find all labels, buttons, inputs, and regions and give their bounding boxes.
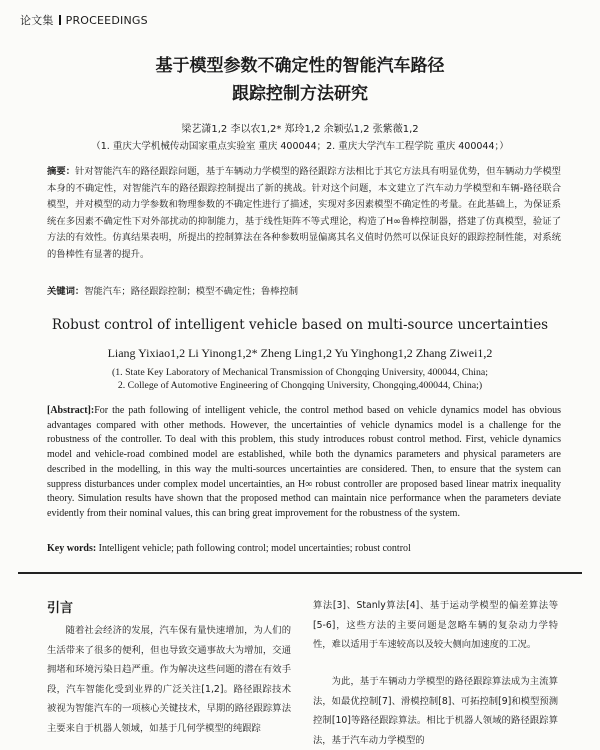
affiliations-cn: （1. 重庆大学机械传动国家重点实验室 重庆 400044；2. 重庆大学汽车工程学院 重庆 400044；）: [91, 141, 509, 152]
running-header: [20, 12, 148, 28]
keywords-en-label: Key words:: [47, 543, 97, 554]
paper-title-cn: [0, 52, 600, 108]
title-cn-line2: 跟踪控制方法研究: [232, 84, 368, 104]
affiliations-en: [0, 367, 600, 392]
abstract-cn-label: 摘要：: [47, 166, 76, 177]
authors-en: Liang Yixiao1,2 Li Yinong1,2* Zheng Ling1,2 Yu Yinghong1,2 Zhang Ziwei1,2: [107, 346, 493, 360]
section-separator: [18, 572, 582, 574]
keywords-en-text: Intelligent vehicle; path following control; model uncertainties; robust control: [98, 543, 411, 554]
authors-cn: 梁艺潇1,2 李以农1,2* 郑玲1,2 余颖弘1,2 张紫薇1,2: [181, 124, 419, 135]
keywords-cn: [47, 283, 561, 297]
abstract-en-label: [Abstract]:: [47, 405, 95, 416]
intro-column-right-para1: 算法[3]、Stanly算法[4]、基于运动学模型的偏差算法等[5-6]，这些方法的主要问题是忽略车辆的复杂动力学特性，难以适用于车速较高以及较大侧向加速度的工况。: [313, 600, 558, 650]
abstract-cn-text: 针对智能汽车的路径跟踪问题，基于车辆动力学模型的路径跟踪方法相比于其它方法具有明显优势，但车辆动力学模型本身的不确定性，对智能汽车的路径跟踪控制提出了新的挑战。针对这个问题，本文建立了汽车动力学模型和车辆-路径联合模型，并对模型的动力学参数和物理参数的不确定性进行了描述，实现对多因素模型不确定性的考量。在此基础上，为保证系统在多因素不确定性下对外部扰动的抑制能力，基于线性矩阵不等式理论，构造了H∞鲁棒控制器，搭建了仿真模型，验证了方法的有效性。仿真结果表明，所提出的控制算法在各种参数明显偏离其名义值时仍然可以保证良好的跟踪控制性能，对系统的鲁棒性有显著的提升。: [47, 166, 561, 260]
journal-name: 论文集: [20, 14, 54, 27]
abstract-en: [47, 404, 561, 522]
header-divider: [59, 15, 61, 25]
intro-column-left: 随着社会经济的发展，汽车保有量快速增加，为人们的生活带来了很多的便利，但也导致交通事故大为增加，交通拥堵和环境污染日趋严重。作为解决这些问题的潜在有效手段，汽车智能化受到业界的广泛关注[1,2]。路径跟踪技术被视为智能汽车的一项核心关键技术，早期的路径跟踪算法主要来自于机器人领域，如基于几何学模型的纯跟踪: [47, 625, 291, 734]
section-heading-intro: 引言: [47, 601, 74, 616]
affiliation-en-2: 2. College of Automotive Engineering of Chongqing University, Chongqing,400044, China;): [117, 379, 483, 391]
affiliation-en-1: (1. State Key Laboratory of Mechanical Transmission of Chongqing University, 400044, China;: [112, 367, 488, 378]
keywords-cn-label: 关键词：: [47, 286, 85, 297]
keywords-en: [47, 543, 561, 554]
proceedings-label: PROCEEDINGS: [65, 14, 148, 27]
abstract-cn: [47, 164, 561, 263]
paper-title-en: Robust control of intelligent vehicle based on multi-source uncertainties: [51, 317, 549, 333]
title-cn-line1: 基于模型参数不确定性的智能汽车路径: [155, 56, 445, 76]
intro-column-right-para2: 为此，基于车辆动力学模型的路径跟踪算法成为主流算法，如最优控制[7]、滑模控制[8]、可拓控制[9]和模型预测控制[10]等路径跟踪算法。相比于机器人领域的路径跟踪算法，基于汽车动力学模型的: [313, 676, 558, 746]
abstract-en-text: For the path following of intelligent vehicle, the control method based on vehicle dynamics model has obvious advantages compared with other methods. However, the uncertainties of vehicle dynamics model is a challenge for the robustness of the controller. To deal with this problem, this study introduces robust control method. First, vehicle dynamics model and vehicle-road combined model are established, while both the dynamics parameters and physical parameters are described in the modelling, in this way the multi-sources uncertainties are considered. Then, to ensure that the system can suppress disturbances under complex model uncertainties, an H∞ robust controller are proposed based linear matrix inequality theory. Simulation results have shown that the proposed method can maintain nice performance when the parameters deviate evidently from their nominal values, this can bring great improvement for the robustness of the system.: [47, 405, 561, 519]
keywords-cn-text: 智能汽车；路径跟踪控制；模型不确定性；鲁棒控制: [84, 286, 299, 297]
